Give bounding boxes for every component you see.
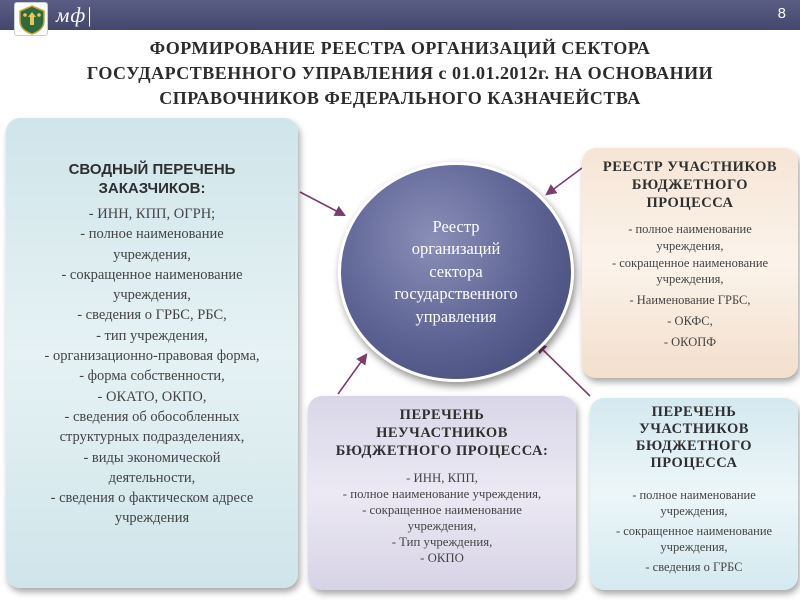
non-participants-list-box: [308, 396, 576, 590]
arrow-topright-to-center: [547, 168, 582, 194]
list-item: - виды экономической: [83, 449, 221, 466]
center-label-line: Реестр: [432, 216, 480, 236]
list-item: структурных подразделениях,: [59, 429, 245, 446]
brand-text: мф|: [56, 3, 94, 27]
list-item: - сокращенное наименование: [615, 524, 773, 538]
list-item: - ИНН, КПП, ОГРН;: [88, 206, 216, 222]
list-item: - тип учреждения,: [96, 327, 208, 344]
list-item: - ОКОПФ: [663, 334, 717, 349]
heading-line: БЮДЖЕТНОГО ПРОЦЕССА:: [335, 443, 549, 459]
list-item: - ОКПО: [420, 551, 464, 565]
center-label-line: управления: [415, 306, 497, 326]
list-item: - Тип учреждения,: [391, 535, 493, 549]
list-item: - ИНН, КПП,: [406, 471, 478, 485]
attribute-list: [582, 221, 798, 351]
list-item: - сведения о ГРБС, РБС,: [77, 307, 227, 324]
list-item: - сведения о ГРБС: [645, 560, 743, 574]
center-label-line: сектора: [429, 261, 483, 281]
heading-line: ПРОЦЕССА: [650, 455, 738, 471]
participants-list-box: [590, 398, 798, 590]
box-heading: [590, 404, 798, 472]
attribute-list: [590, 487, 798, 575]
heading-line: ПЕРЕЧЕНЬ: [651, 404, 737, 420]
attribute-list: [308, 470, 576, 566]
list-item: - организационно-правовая форма,: [44, 348, 260, 365]
list-item: - сокращенное наименование: [611, 255, 769, 270]
list-item: учреждения: [114, 510, 190, 527]
heading-line: ПРОЦЕССА: [646, 195, 734, 211]
consolidated-customers-list-box: [6, 118, 298, 588]
list-item: - полное наименование: [80, 226, 224, 243]
center-label: [356, 216, 556, 329]
title-line: ФОРМИРОВАНИЕ РЕЕСТРА ОРГАНИЗАЦИЙ СЕКТОРА: [149, 38, 651, 58]
title-line: СПРАВОЧНИКОВ ФЕДЕРАЛЬНОГО КАЗНАЧЕЙСТВА: [159, 88, 641, 108]
box-heading: [308, 406, 576, 460]
budget-participants-registry-box: [582, 148, 798, 378]
heading-line: БЮДЖЕТНОГО: [631, 177, 749, 193]
list-item: учреждения,: [407, 519, 477, 533]
heading-line: РЕЕСТР УЧАСТНИКОВ: [602, 159, 778, 175]
list-item: - полное наименование: [632, 488, 756, 502]
box-heading: [6, 160, 298, 198]
heading-line: СВОДНЫЙ ПЕРЕЧЕНЬ: [68, 161, 236, 178]
list-item: учреждения,: [113, 287, 191, 304]
slide-number: 8: [777, 5, 786, 22]
list-item: - ОКФС,: [667, 313, 713, 328]
list-item: - ОКАТО, ОКПО,: [97, 388, 207, 405]
list-item: - форма собственности,: [79, 368, 225, 385]
list-item: учреждения,: [656, 238, 724, 253]
list-item: деятельности,: [108, 469, 196, 486]
heading-line: НЕУЧАСТНИКОВ: [376, 425, 508, 441]
arrow-left-to-center: [300, 192, 344, 215]
list-item: учреждения,: [113, 246, 191, 263]
list-item: учреждения,: [660, 504, 728, 518]
arrow-bottommiddle-to-center: [338, 355, 366, 394]
title-line: ГОСУДАРСТВЕННОГО УПРАВЛЕНИЯ с 01.01.2012г. НА ОСНОВАНИИ: [86, 63, 714, 83]
center-registry-circle: [338, 162, 574, 382]
list-item: - сокращенное наименование: [61, 266, 243, 283]
center-label-line: государственного: [394, 284, 518, 304]
attribute-list: [6, 204, 298, 529]
heading-line: БЮДЖЕТНОГО: [635, 438, 753, 454]
list-item: - полное наименование: [628, 222, 752, 236]
list-item: - Наименование ГРБС,: [629, 293, 751, 308]
heading-line: ПЕРЕЧЕНЬ: [399, 407, 485, 423]
heading-line: ЗАКАЗЧИКОВ:: [98, 180, 206, 197]
list-item: - полное наименование учреждения,: [342, 487, 542, 501]
list-item: учреждения,: [660, 540, 728, 554]
list-item: - сведения о фактическом адресе: [50, 490, 254, 507]
list-item: учреждения,: [656, 272, 724, 287]
list-item: - сокращенное наименование: [362, 503, 522, 517]
heading-line: УЧАСТНИКОВ: [639, 421, 749, 437]
list-item: - сведения об обособленных: [64, 408, 240, 425]
center-label-line: организаций: [411, 239, 501, 259]
box-heading: [582, 158, 798, 212]
